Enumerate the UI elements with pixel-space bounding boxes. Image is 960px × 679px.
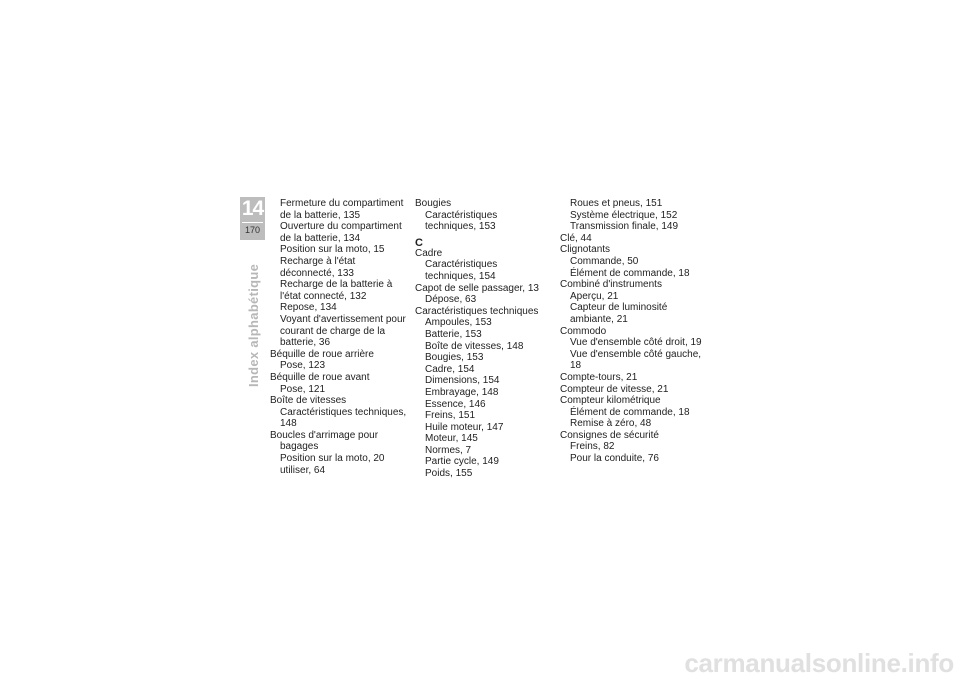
index-subentry: Cadre, 154	[425, 363, 475, 375]
index-entry: Consignes de sécurité	[560, 429, 659, 441]
index-subentry: Aperçu, 21	[570, 290, 619, 302]
index-column-3	[560, 198, 705, 465]
index-subentry: Dépose, 63	[425, 294, 477, 306]
index-subentry: Vue d'ensemble côté gauche, 18	[570, 348, 702, 372]
index-subentry: Embrayage, 148	[425, 386, 499, 398]
index-entry: Compte-tours, 21	[560, 371, 638, 383]
index-subentry: Dimensions, 154	[425, 375, 500, 387]
index-subentry: Freins, 151	[425, 410, 476, 422]
index-subentry: Pose, 121	[280, 383, 326, 395]
index-subentry: Freins, 82	[570, 441, 615, 453]
index-entry: Clignotants	[560, 244, 611, 256]
index-subentry: Fermeture du compartiment de la batterie, 135	[280, 198, 404, 221]
chapter-number: 14	[241, 197, 264, 220]
index-subentry: Capteur de luminosité ambiante, 21	[570, 302, 668, 325]
index-subentry: Ouverture du compartiment de la batterie, 134	[280, 221, 402, 244]
index-entry: Boîte de vitesses	[270, 395, 347, 407]
index-subentry: Élément de commande, 18	[570, 267, 690, 279]
index-subentry: Roues et pneus, 151	[570, 198, 663, 209]
index-entry: Caractéristiques techniques	[415, 305, 539, 317]
index-column-2	[415, 198, 550, 480]
page-number: 170	[244, 225, 261, 235]
index-subentry: Ampoules, 153	[425, 317, 492, 329]
index-subentry: utiliser, 64	[280, 464, 326, 476]
index-letter-heading: C	[415, 236, 423, 249]
index-subentry: Transmission finale, 149	[570, 221, 679, 233]
index-subentry: Vue d'ensemble côté droit, 19	[570, 337, 702, 349]
index-subentry: Caractéristiques techniques, 154	[425, 259, 498, 282]
index-subentry: Moteur, 145	[425, 433, 478, 445]
index-subentry: Voyant d'avertissement pour courant de charge de la batterie, 36	[280, 313, 406, 349]
index-entry: Béquille de roue avant	[270, 371, 370, 383]
index-entry: Cadre	[415, 247, 443, 259]
index-subentry: Normes, 7	[425, 444, 472, 456]
index-subentry: Boîte de vitesses, 148	[425, 340, 524, 352]
index-subentry: Système électrique, 152	[570, 209, 678, 221]
section-title: Index alphabétique	[246, 263, 261, 387]
index-entry: Compteur kilométrique	[560, 395, 661, 407]
index-subentry: Commande, 50	[570, 255, 639, 267]
index-subentry: Pour la conduite, 76	[570, 453, 659, 465]
index-entry: Commodo	[560, 325, 607, 337]
index-subentry: Huile moteur, 147	[425, 421, 504, 433]
watermark: carmanualsonline.info	[684, 648, 954, 678]
index-subentry: Remise à zéro, 48	[570, 418, 652, 430]
chapter-divider	[242, 222, 263, 223]
index-entry: Combiné d'instruments	[560, 279, 662, 291]
index-entry: Capot de selle passager, 13	[415, 282, 539, 294]
index-column-1	[270, 198, 410, 476]
index-subentry: Caractéristiques techniques, 148	[280, 406, 407, 430]
index-subentry: Recharge de la batterie à l'état connecté, 132	[280, 279, 393, 302]
index-entry: Boucles d'arrimage pour bagages	[270, 429, 379, 453]
index-entry: Béquille de roue arrière	[270, 348, 374, 360]
chapter-tab	[240, 197, 265, 240]
index-entry: Bougies	[415, 198, 452, 209]
index-subentry: Batterie, 153	[425, 328, 482, 340]
index-subentry: Position sur la moto, 20	[280, 453, 385, 465]
index-subentry: Poids, 155	[425, 468, 473, 480]
index-subentry: Essence, 146	[425, 398, 486, 410]
index-subentry: Élément de commande, 18	[570, 406, 690, 418]
index-subentry: Partie cycle, 149	[425, 456, 499, 468]
index-subentry: Position sur la moto, 15	[280, 244, 385, 256]
index-subentry: Recharge à l'état déconnecté, 133	[280, 255, 356, 279]
index-subentry: Pose, 123	[280, 360, 326, 372]
index-subentry: Repose, 134	[280, 302, 337, 314]
index-subentry: Bougies, 153	[425, 352, 484, 364]
index-subentry: Caractéristiques techniques, 153	[425, 209, 498, 233]
index-entry: Clé, 44	[560, 232, 592, 244]
index-entry: Compteur de vitesse, 21	[560, 383, 669, 395]
